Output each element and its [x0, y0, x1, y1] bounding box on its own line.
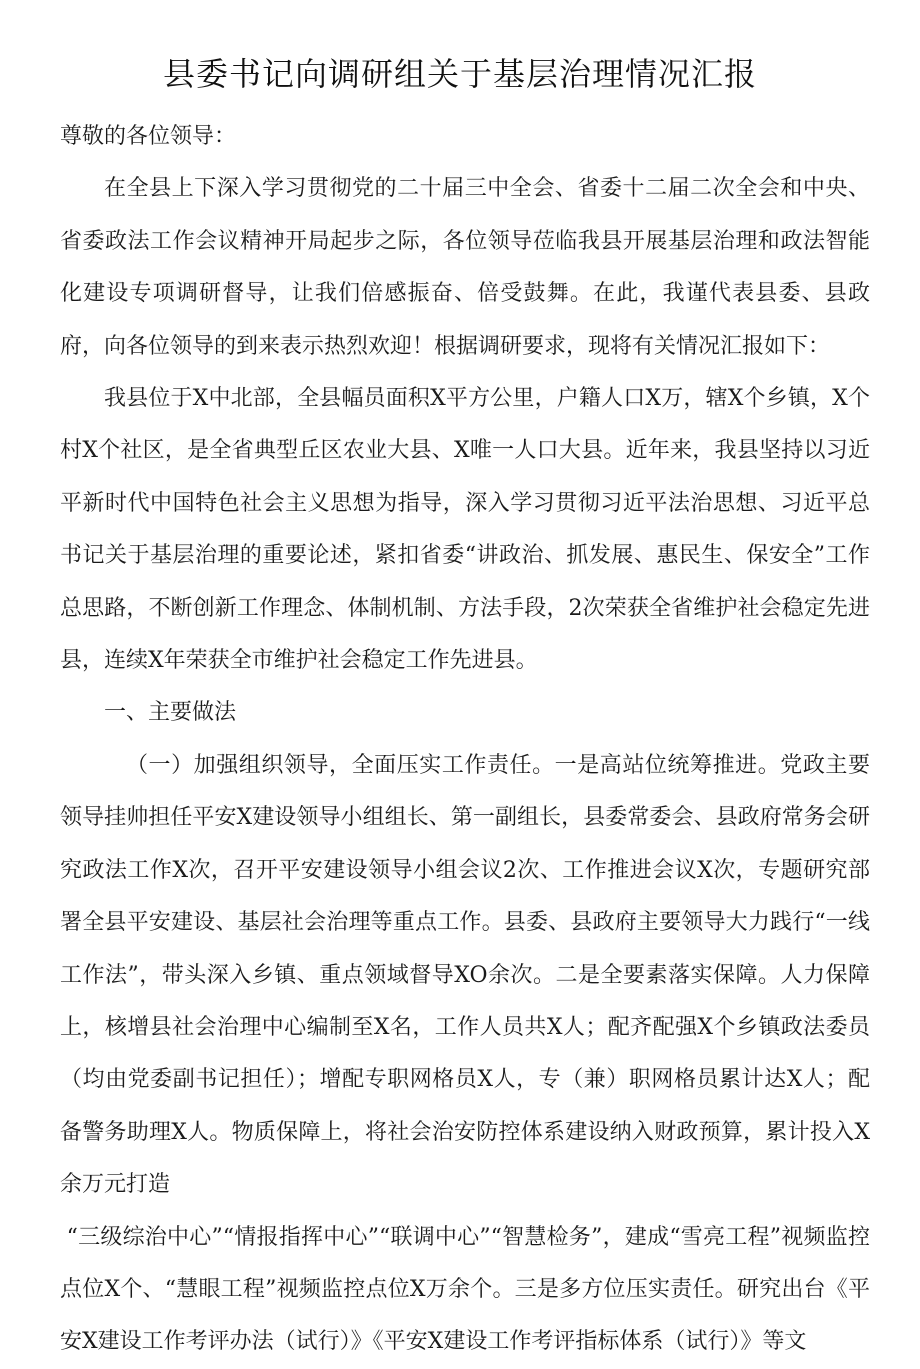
intro-paragraph: 在全县上下深入学习贯彻党的二十届三中全会、省委十二届二次全会和中央、省委政法工作会议精神开局起步之际，各位领导莅临我县开展基层治理和政法智能化建设专项调研督导，让我们倍感振奋、倍受鼓舞。在此，我谨代表县委、县政府，向各位领导的到来表示热烈欢迎！根据调研要求，现将有关情况汇报如下： — [60, 176, 870, 359]
document-title: 县委书记向调研组关于基层治理情况汇报 — [162, 55, 757, 93]
salutation: 尊敬的各位领导： — [60, 124, 237, 149]
continuation-paragraph: “三级综治中心”“情报指挥中心”“联调中心”“智慧检务”，建成“雪亮工程”视频监控点位X个、“慧眼工程”视频监控点位X万余个。三是多方位压实责任。研究出台《平安X建设工作考评办法（试行）》《平安X建设工作考评指标体系（试行）》等文 — [60, 1224, 870, 1355]
section-heading: 一、主要做法 — [104, 700, 237, 726]
subsection-paragraph: （一）加强组织领导，全面压实工作责任。一是高站位统筹推进。党政主要领导挂帅担任平安X建设领导小组组长、第一副组长，县委常委会、县政府常务会研究政法工作X次，召开平安建设领导小组会议2次、工作推进会议X次，专题研究部署全县平安建设、基层社会治理等重点工作。县委、县政府主要领导大力践行“一线工作法”，带头深入乡镇、重点领域督导XO余次。二是全要素落实保障。人力保障上，核增县社会治理中心编制至X名，工作人员共X人；配齐配强X个乡镇政法委员（均由党委副书记担任）；增配专职网格员X人，专（兼）职网格员累计达X人；配备警务助理X人。物质保障上，将社会治安防控体系建设纳入财政预算，累计投入X余万元打造 — [60, 752, 870, 1198]
document-body — [60, 111, 870, 1369]
county-overview-paragraph: 我县位于X中北部，全县幅员面积X平方公里，户籍人口X万，辖X个乡镇，X个村X个社区，是全省典型丘区农业大县、X唯一人口大县。近年来，我县坚持以习近平新时代中国特色社会主义思想为指导，深入学习贯彻习近平法治思想、习近平总书记关于基层治理的重要论述，紧扣省委“讲政治、抓发展、惠民生、保安全”工作总思路，不断创新工作理念、体制机制、方法手段，2次荣获全省维护社会稳定先进县，连续X年荣获全市维护社会稳定工作先进县。 — [60, 386, 870, 674]
